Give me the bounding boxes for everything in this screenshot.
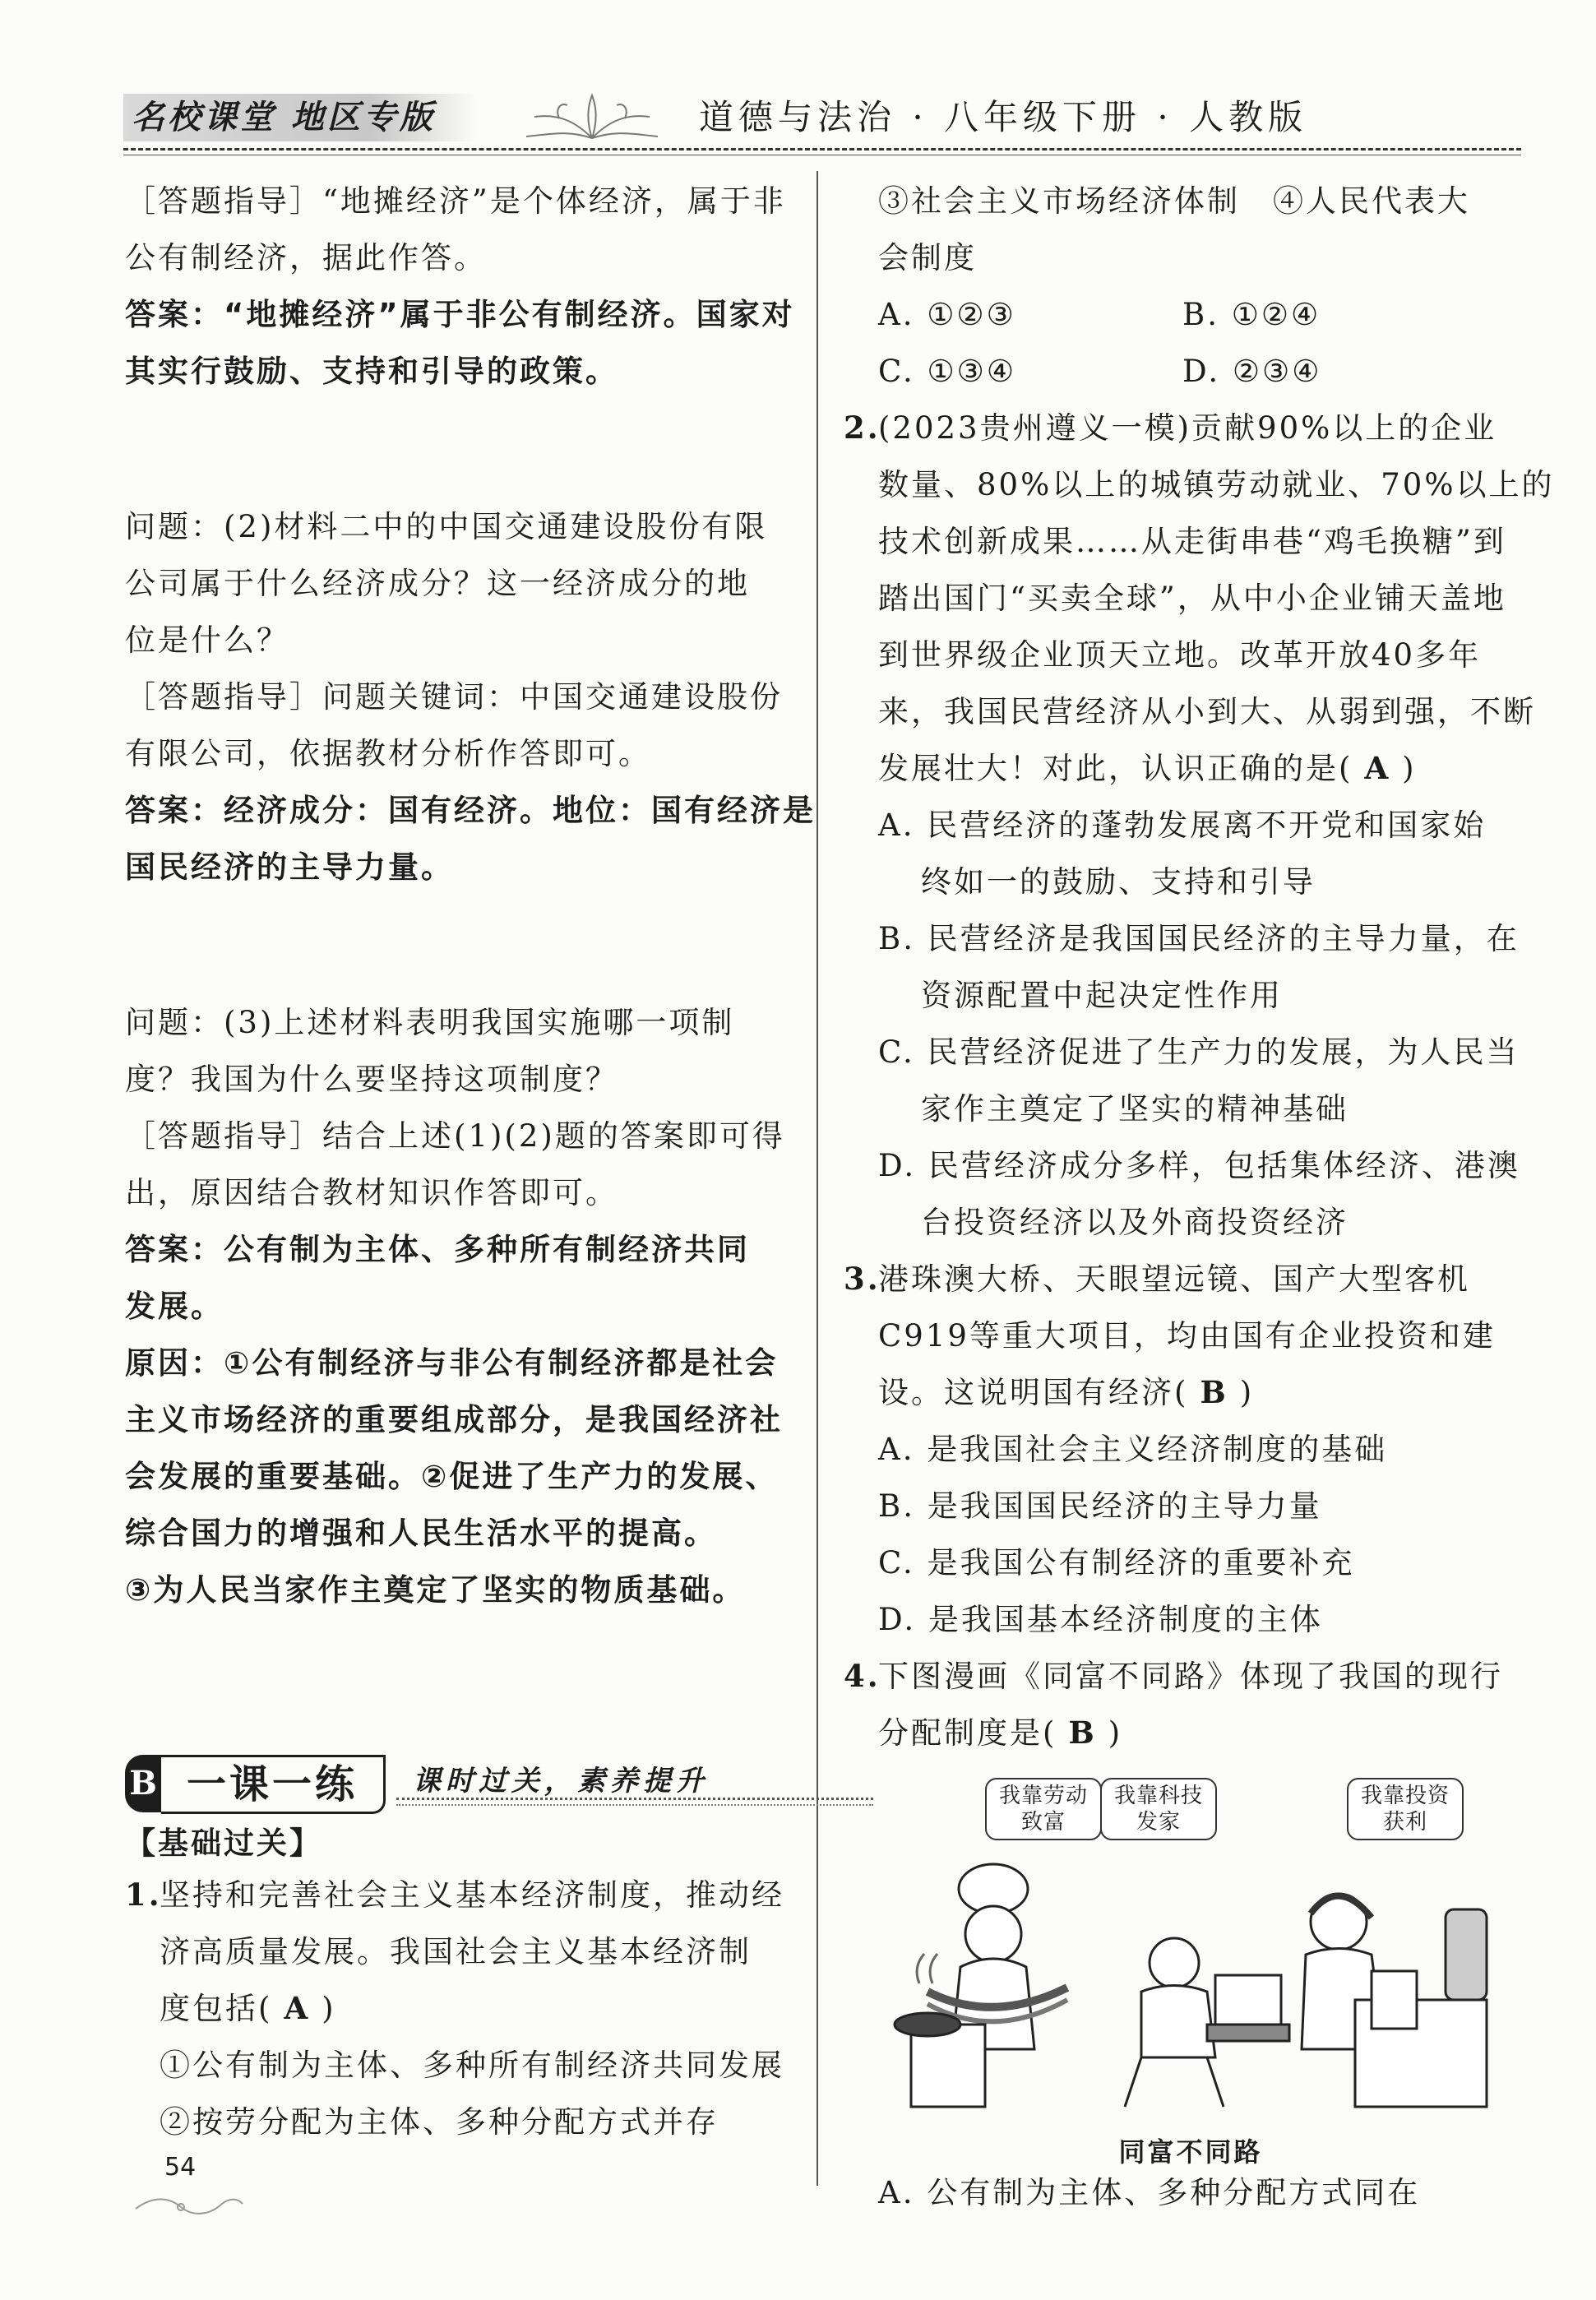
spacer — [125, 400, 783, 498]
choice-b: B. 是我国国民经济的主导力量 — [878, 1488, 1322, 1524]
question-text: 3.港珠澳大桥、天眼望远镜、国产大型客机 — [844, 1251, 1520, 1307]
choice-a: A. ①②③ — [878, 297, 1016, 332]
banner-dots — [396, 1804, 873, 1806]
answer-letter: B — [1068, 1715, 1097, 1751]
choice-a: A. 民营经济的蓬勃发展离不开党和国家始 — [878, 808, 1487, 843]
choice-a: A. 是我国社会主义经济制度的基础 — [878, 1432, 1388, 1467]
question-text: 1.坚持和完善社会主义基本经济制度，推动经 — [125, 1867, 783, 1923]
spacer — [125, 1618, 783, 1742]
reason-text: 会发展的重要基础。②促进了生产力的发展、 — [125, 1459, 779, 1494]
question-text: 来，我国民营经济从小到大、从弱到强，不断 — [878, 694, 1536, 729]
question-text: 到世界级企业顶天立地。改革开放40多年 — [878, 637, 1482, 673]
choice-row — [878, 343, 1520, 400]
question-text: C919等重大项目，均由国有企业投资和建 — [878, 1318, 1496, 1354]
right-column — [844, 173, 1555, 2221]
speech-bubble: 我靠投资获利 — [1347, 1778, 1464, 1840]
question-text: 发展壮大！对此，认识正确的是( A ) — [878, 750, 1417, 786]
question-text: 度包括( A ) — [160, 1990, 336, 2026]
choice-d: D. 是我国基本经济制度的主体 — [878, 1602, 1323, 1637]
answer-text: 发展。 — [125, 1289, 224, 1324]
banner-dots — [396, 1798, 873, 1800]
choice-d: D. 民营经济成分多样，包括集体经济、港澳 — [878, 1148, 1520, 1183]
guide-text: ［答题指导］问题关键词：中国交通建设股份 — [125, 679, 783, 715]
question-number: 3. — [844, 1261, 881, 1297]
spacer — [125, 895, 783, 994]
choice-b-cont: 资源配置中起决定性作用 — [921, 978, 1283, 1013]
page-number: 54 — [164, 2153, 197, 2182]
guide-text: ［答题指导］“地摊经济”是个体经济，属于非 — [125, 183, 786, 219]
choice-c-cont: 家作主奠定了坚实的精神基础 — [921, 1091, 1349, 1127]
cartoon-caption: 同富不同路 — [1118, 2136, 1263, 2168]
choice-a: A. 公有制为主体、多种分配方式同在 — [878, 2175, 1421, 2210]
choice-d-cont: 台投资经济以及外商投资经济 — [921, 1205, 1349, 1240]
page-header — [123, 82, 1521, 156]
banner-subtitle: 课时过关，素养提升 — [413, 1765, 709, 1798]
question-text: 位是什么？ — [125, 622, 289, 658]
section-heading: 【基础过关】 — [125, 1826, 322, 1861]
answer-text: 国民经济的主导力量。 — [125, 849, 454, 885]
question-text: 问题：(3)上述材料表明我国实施哪一项制 — [125, 1005, 735, 1040]
option-text: ①公有制为主体、多种所有制经济共同发展 — [160, 2048, 784, 2083]
reason-text: 综合国力的增强和人民生活水平的提高。 — [125, 1516, 717, 1551]
choice-c: C. 是我国公有制经济的重要补充 — [878, 1545, 1355, 1580]
question-text: 设。这说明国有经济( B ) — [878, 1374, 1255, 1410]
question-text: 踏出国门“买卖全球”，从中小企业铺天盖地 — [878, 581, 1506, 616]
question-text: 4.下图漫画《同富不同路》体现了我国的现行 — [844, 1648, 1520, 1705]
question-text: 分配制度是( B ) — [878, 1715, 1123, 1751]
answer-text: 答案：公有制为主体、多种所有制经济共同 — [125, 1232, 750, 1267]
left-column — [125, 173, 816, 2150]
banner-badge: B — [125, 1755, 161, 1812]
choice-row — [878, 286, 1520, 343]
choice-d: D. ②③④ — [1182, 354, 1322, 389]
speech-bubble: 我靠科技发家 — [1100, 1778, 1217, 1840]
question-text: 度？我国为什么要坚持这项制度？ — [125, 1062, 618, 1097]
reason-text: 原因：①公有制经济与非公有制经济都是社会 — [125, 1345, 779, 1381]
answer-letter: A — [1364, 750, 1391, 786]
choice-a-cont: 终如一的鼓励、支持和引导 — [921, 864, 1316, 900]
cartoon-illustration — [878, 1778, 1503, 2168]
answer-letter: A — [284, 1990, 311, 2026]
guide-text: 公有制经济，据此作答。 — [125, 240, 487, 275]
question-text: 公司属于什么经济成分？这一经济成分的地 — [125, 566, 750, 601]
guide-text: 有限公司，依据教材分析作答即可。 — [125, 736, 651, 771]
choice-b: B. ①②④ — [1182, 297, 1321, 332]
footer-ornament-icon — [132, 2192, 247, 2217]
question-text: 2.(2023贵州遵义一模)贡献90%以上的企业 — [844, 400, 1520, 456]
column-divider — [817, 171, 818, 2186]
speech-bubble: 我靠劳动致富 — [985, 1778, 1102, 1840]
option-text: ②按劳分配为主体、多种分配方式并存 — [160, 2104, 719, 2140]
question-number: 2. — [844, 410, 881, 446]
question-text: 数量、80%以上的城镇劳动就业、70%以上的 — [878, 467, 1555, 502]
brand-label: 名校课堂 地区专版 — [123, 94, 477, 141]
reason-text: 主义市场经济的重要组成部分，是我国经济社 — [125, 1402, 783, 1437]
section-banner — [125, 1750, 783, 1821]
answer-text: 答案：经济成分：国有经济。地位：国有经济是 — [125, 793, 816, 828]
question-text: 技术创新成果……从走街串巷“鸡毛换糖”到 — [878, 524, 1506, 559]
question-text: 济高质量发展。我国社会主义基本经济制 — [160, 1934, 752, 1969]
question-number: 1. — [125, 1877, 162, 1913]
answer-letter: B — [1200, 1374, 1228, 1410]
option-text: 会制度 — [878, 240, 977, 275]
question-number: 4. — [844, 1658, 881, 1694]
header-rule — [123, 148, 1521, 150]
choice-c: C. 民营经济促进了生产力的发展，为人民当 — [878, 1034, 1520, 1070]
subject-title: 道德与法治 · 八年级下册 · 人教版 — [699, 97, 1308, 137]
answer-text: 答案：“地摊经济”属于非公有制经济。国家对 — [125, 297, 795, 332]
guide-text: ［答题指导］结合上述(1)(2)题的答案即可得 — [125, 1118, 785, 1154]
floral-ornament-icon — [510, 89, 674, 146]
question-text: 问题：(2)材料二中的中国交通建设股份有限 — [125, 509, 768, 544]
answer-text: 其实行鼓励、支持和引导的政策。 — [125, 354, 618, 389]
choice-b: B. 民营经济是我国国民经济的主导力量，在 — [878, 921, 1520, 956]
guide-text: 出，原因结合教材知识作答即可。 — [125, 1175, 618, 1210]
reason-text: ③为人民当家作主奠定了坚实的物质基础。 — [125, 1572, 746, 1608]
option-text: ③社会主义市场经济体制 ④人民代表大 — [878, 183, 1470, 219]
choice-c: C. ①③④ — [878, 354, 1017, 389]
banner-title: 一课一练 — [161, 1755, 386, 1814]
